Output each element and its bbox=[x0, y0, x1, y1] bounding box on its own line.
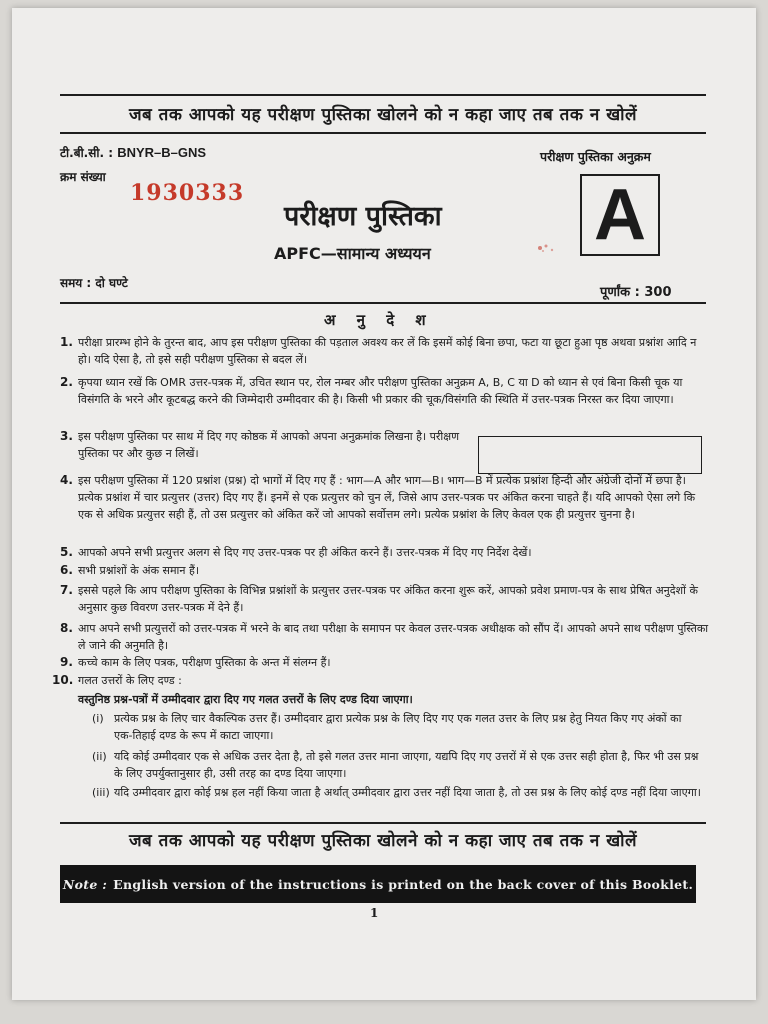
penalty-number: (ii) bbox=[92, 750, 107, 763]
instruction-item-6 bbox=[60, 562, 710, 579]
bottom-rule bbox=[60, 822, 706, 824]
paper-subtitle: APFC—सामान्य अध्ययन bbox=[274, 244, 431, 263]
max-marks: पूर्णांक : 300 bbox=[600, 285, 672, 300]
series-box bbox=[580, 174, 660, 256]
booklet-cover bbox=[12, 8, 756, 1000]
instruction-number: 10. bbox=[52, 673, 74, 687]
booklet-title: परीक्षण पुस्तिका bbox=[284, 201, 442, 232]
note-text: English version of the instructions is printed on the back cover of this Booklet. bbox=[113, 876, 694, 892]
english-note-bar bbox=[60, 865, 696, 903]
instruction-text: इस परीक्षण पुस्तिका में 120 प्रश्नांश (प्रश्न) दो भागों में दिए गए हैं : भाग—A और भाग—B। भाग—B में प्रत्येक प्रश्नांश हिन्दी और अंग्रेजी दोनों में छपा है। प्रत्येक प्रश्नांश में चार प्रत्युत्तर (उत्तर) दिए गए हैं। इनमें से एक प्रत्युत्तर को चुन लें, जिसे आप उत्तर-पत्रक पर अंकित करना चाहते हैं। यदि आपको ऐसा लगे कि एक से अधिक प्रत्युत्तर सही हैं, तो उस प्रत्युत्तर को अंकित करें जो आपको सर्वोत्तम लगे। प्रत्येक प्रश्नांश के लिए केवल एक ही प्रत्युत्तर चुनना है। bbox=[78, 474, 696, 521]
time-allowed: समय : दो घण्टे bbox=[60, 276, 128, 290]
instruction-number: 9. bbox=[60, 655, 73, 669]
instruction-item-1 bbox=[60, 334, 710, 368]
instruction-number: 1. bbox=[60, 335, 73, 349]
penalty-text: प्रत्येक प्रश्न के लिए चार वैकल्पिक उत्तर हैं। उम्मीदवार द्वारा प्रत्येक प्रश्न के लिए दिए गए एक गलत उत्तर के लिए प्रश्न हेतु नियत किए गए अंकों का एक-तिहाई दण्ड के रूप में काटा जाएगा। bbox=[114, 712, 682, 742]
instruction-text: गलत उत्तरों के लिए दण्ड : bbox=[78, 674, 182, 687]
red-ink-stain bbox=[532, 238, 572, 258]
instruction-number: 3. bbox=[60, 429, 73, 443]
penalty-number: (iii) bbox=[92, 786, 110, 799]
instruction-item-7 bbox=[60, 582, 710, 616]
bottom-banner: जब तक आपको यह परीक्षण पुस्तिका खोलने को न कहा जाए तब तक न खोलें bbox=[128, 831, 638, 851]
instruction-text: आप अपने सभी प्रत्युत्तरों को उत्तर-पत्रक में भरने के बाद तथा परीक्षा के समापन पर केवल उत्तर-पत्रक अधीक्षक को सौंप दें। आपको अपने साथ परीक्षण पुस्तिका ले जाने की अनुमति है। bbox=[78, 622, 709, 652]
penalty-number: (i) bbox=[92, 712, 104, 725]
instruction-text: परीक्षा प्रारम्भ होने के तुरन्त बाद, आप इस परीक्षण पुस्तिका की पड़ताल अवश्य कर लें कि इसमें कोई बिना छपा, फटा या छूटा हुआ पृष्ठ अथवा प्रश्नांश आदि न हो। यदि ऐसा है, तो इसे सही परीक्षण पुस्तिका से बदल लें। bbox=[78, 336, 697, 366]
top-rule bbox=[60, 94, 706, 96]
instruction-number: 6. bbox=[60, 563, 73, 577]
penalty-intro: वस्तुनिष्ठ प्रश्न-पत्रों में उम्मीदवार द्वारा दिए गए गलत उत्तरों के लिए दण्ड दिया जाएगा। bbox=[78, 693, 413, 706]
instruction-item-8 bbox=[60, 620, 710, 654]
instruction-text: कच्चे काम के लिए पत्रक, परीक्षण पुस्तिका के अन्त में संलग्न हैं। bbox=[78, 656, 331, 669]
penalty-text: यदि उम्मीदवार द्वारा कोई प्रश्न हल नहीं किया जाता है अर्थात् उम्मीदवार द्वारा उत्तर नहीं दिया जाता है, तो उस प्रश्न के लिए कोई दण्ड नहीं दिया जाएगा। bbox=[114, 786, 701, 799]
instructions-heading: अ नु दे श bbox=[324, 311, 434, 329]
serial-label: क्रम संख्या bbox=[60, 170, 106, 184]
instruction-number: 5. bbox=[60, 545, 73, 559]
instruction-item-3 bbox=[60, 428, 470, 462]
instruction-number: 2. bbox=[60, 375, 73, 389]
instruction-text: इससे पहले कि आप परीक्षण पुस्तिका के विभिन्न प्रश्नांशों के प्रत्युत्तर उत्तर-पत्रक पर अंकित करना शुरू करें, आपको प्रवेश प्रमाण-पत्र के साथ प्रेषित अनुदेशों के अनुसार कुछ विवरण उत्तर-पत्रक में देने हैं। bbox=[78, 584, 698, 614]
instruction-item-10 bbox=[52, 672, 702, 689]
instruction-text: आपको अपने सभी प्रत्युत्तर अलग से दिए गए उत्तर-पत्रक पर ही अंकित करने हैं। उत्तर-पत्रक में दिए गए निर्देश देखें। bbox=[78, 546, 532, 559]
instruction-text: सभी प्रश्नांशों के अंक समान हैं। bbox=[78, 564, 199, 577]
instruction-item-4 bbox=[60, 472, 710, 523]
tbc-label: टी.बी.सी. : bbox=[60, 146, 113, 160]
instruction-number: 4. bbox=[60, 473, 73, 487]
serial-number: 1930333 bbox=[130, 180, 245, 206]
instruction-number: 7. bbox=[60, 583, 73, 597]
roll-number-box[interactable] bbox=[478, 436, 702, 474]
note-label: Note : bbox=[62, 876, 108, 892]
instruction-text: कृपया ध्यान रखें कि OMR उत्तर-पत्रक में, उचित स्थान पर, रोल नम्बर और परीक्षण पुस्तिका अनुक्रम A, B, C या D को ध्यान से एवं बिना किसी चूक या विसंगति के भरने और कूटबद्ध करने की जिम्मेदारी उम्मीदवार की है। किसी भी प्रकार की चूक/विसंगति की स्थिति में उत्तर-पत्रक निरस्त कर दिया जाएगा। bbox=[78, 376, 683, 406]
instruction-item-2 bbox=[60, 374, 710, 408]
top-banner: जब तक आपको यह परीक्षण पुस्तिका खोलने को न कहा जाए तब तक न खोलें bbox=[128, 105, 638, 125]
instruction-number: 8. bbox=[60, 621, 73, 635]
tbc-value: BNYR–B–GNS bbox=[117, 145, 207, 160]
series-label: परीक्षण पुस्तिका अनुक्रम bbox=[540, 149, 651, 164]
instruction-item-9 bbox=[60, 654, 710, 671]
instruction-item-5 bbox=[60, 544, 710, 561]
penalty-item-2 bbox=[92, 748, 702, 782]
instruction-text: इस परीक्षण पुस्तिका पर साथ में दिए गए कोष्ठक में आपको अपना अनुक्रमांक लिखना है। परीक्षण पुस्तिका पर और कुछ न लिखें। bbox=[78, 430, 460, 460]
instructions-rule bbox=[60, 302, 706, 304]
series-letter: A bbox=[594, 175, 646, 255]
tbc-code bbox=[60, 144, 206, 161]
penalty-item-1 bbox=[92, 710, 702, 744]
page-number: 1 bbox=[370, 906, 379, 920]
penalty-item-3 bbox=[92, 784, 702, 801]
penalty-text: यदि कोई उम्मीदवार एक से अधिक उत्तर देता है, तो इसे गलत उत्तर माना जाएगा, यद्यपि दिए गए उत्तरों में से एक उत्तर सही होता है, फिर भी उस प्रश्न के लिए उपर्युक्तानुसार ही, उसी तरह का दण्ड दिया जाएगा। bbox=[114, 750, 699, 780]
top-banner-rule bbox=[60, 132, 706, 134]
